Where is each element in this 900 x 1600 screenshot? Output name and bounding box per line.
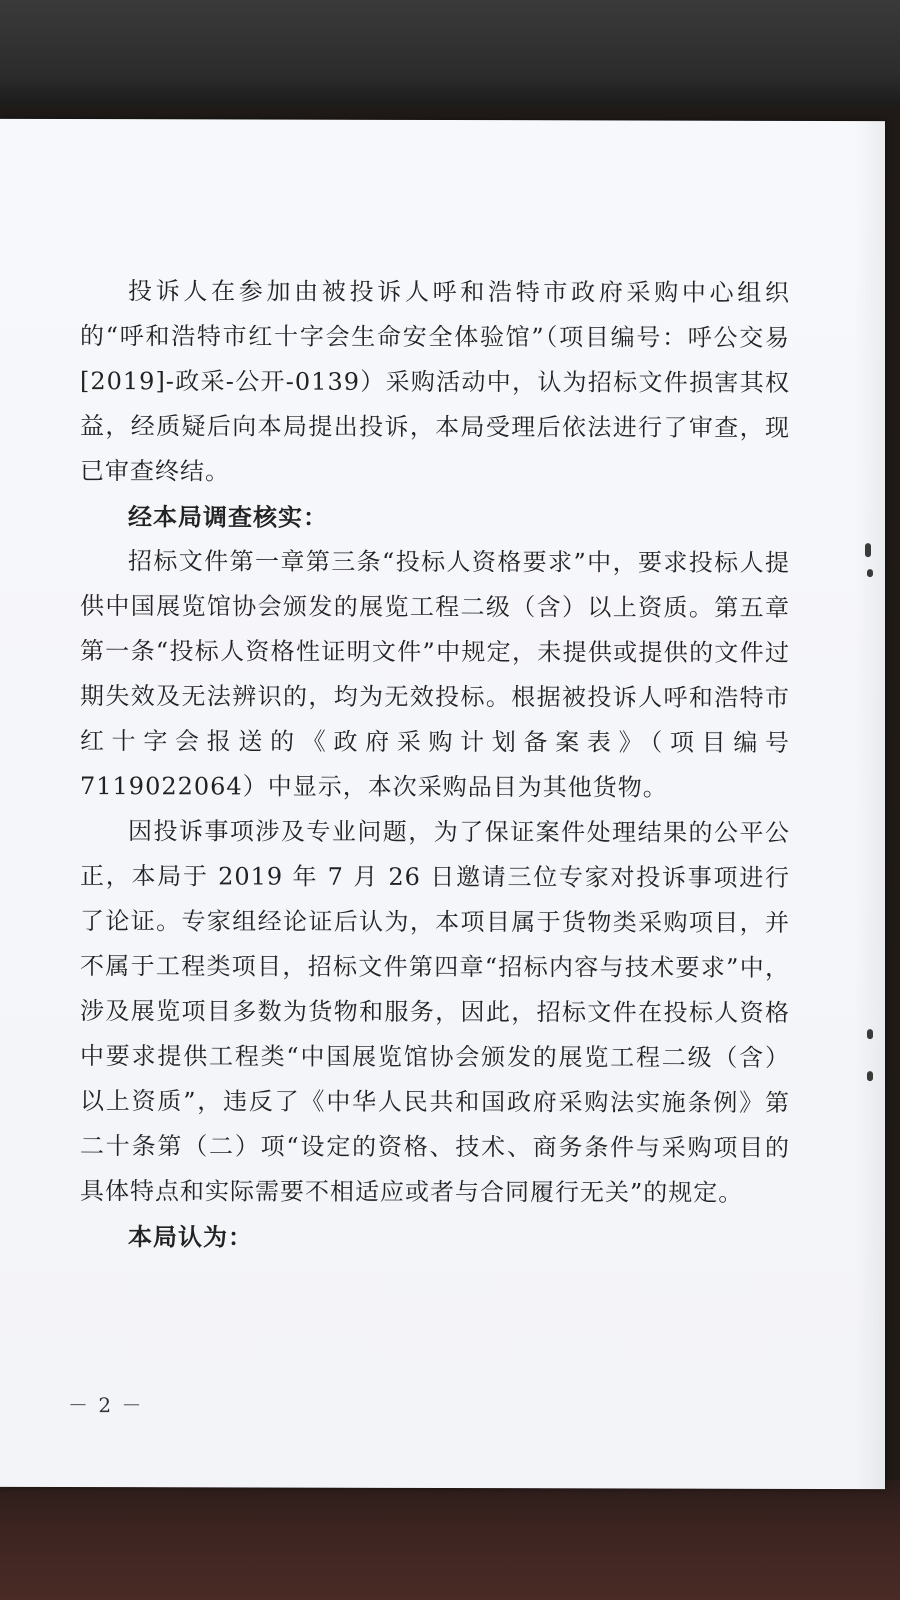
paragraph-findings: 招标文件第一章第三条“投标人资格要求”中，要求投标人提供中国展览馆协会颁发的展览工程二级（含）以上资质。第五章第一条“投标人资格性证明文件”中规定，未提供或提供的文件过期失效及无法辨识的，均为无效投标。根据被投诉人呼和浩特市红十字会报送的《政府采购计划备案表》（项目编号7119022064）中显示，本次采购品目为其他货物。 (80, 547, 790, 802)
binding-hole-icon (867, 569, 873, 577)
paragraph-complaint: 投诉人在参加由被投诉人呼和浩特市政府采购中心组织的“呼和浩特市红十字会生命安全体验馆”（项目编号：呼公交易[2019]-政采-公开-0139）采购活动中，认为招标文件损害其权益，经质疑后向本局提出投诉，本局受理后依法进行了审查，现已审查终结。 (80, 277, 790, 486)
paragraph-expert-review: 因投诉事项涉及专业问题，为了保证案件处理结果的公平公正，本局于 2019 年 7 月 26 日邀请三位专家对投诉事项进行了论证。专家组经论证后认为，本项目属于货物类采购项目，并不属于工程类项目，招标文件第四章“招标内容与技术要求”中，涉及展览项目多数为货物和服务，因此，招标文件在投标人资格中要求提供工程类“中国展览馆协会颁发的展览工程二级（含）以上资质”，违反了《中华人民共和国政府采购法实施条例》第二十条第（二）项“设定的资格、技术、商务条件与采购项目的具体特点和实际需要不相适应或者与合同履行无关”的规定。 (80, 817, 790, 1207)
background-top (0, 0, 900, 105)
heading-investigation: 经本局调查核实： (128, 502, 328, 532)
background-bottom (0, 1480, 900, 1600)
page-number: － 2 － (68, 1393, 144, 1418)
binding-hole-icon (867, 1029, 873, 1039)
binding-hole-icon (867, 1071, 873, 1081)
page-shading (855, 121, 885, 1489)
heading-conclusion: 本局认为： (128, 1222, 253, 1252)
document-body (80, 269, 790, 1261)
document-page (0, 119, 885, 1489)
binding-hole-icon (865, 543, 871, 557)
